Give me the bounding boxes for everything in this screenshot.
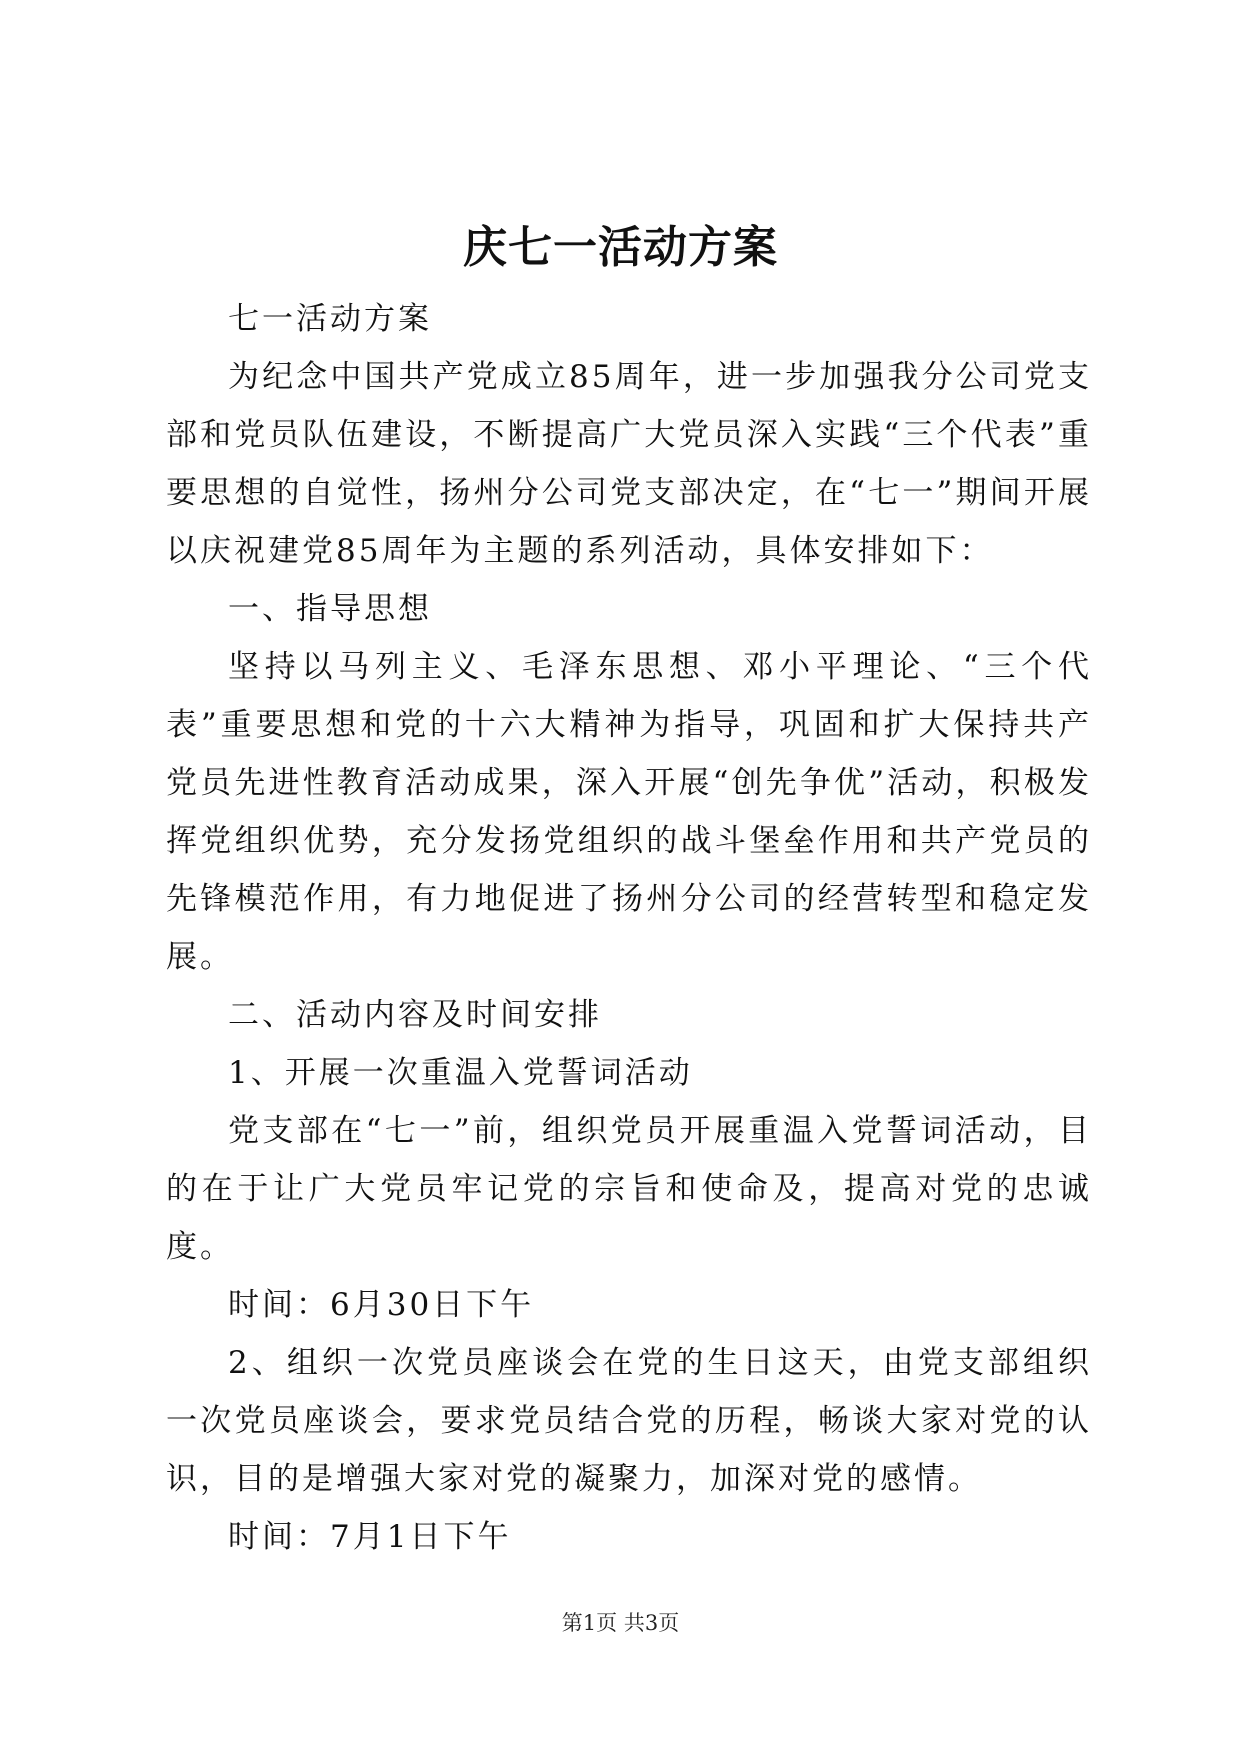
paragraph-intro: 为纪念中国共产党成立85周年，进一步加强我分公司党支部和党员队伍建设，不断提高广大党员深入实践“三个代表”重要思想的自觉性，扬州分公司党支部决定，在“七一”期间开展以庆祝建党85周年为主题的系列活动，具体安排如下： xyxy=(166,359,1092,569)
document-title: 庆七一活动方案 xyxy=(463,222,778,273)
time-symposium: 时间：7月1日下午 xyxy=(228,1519,512,1555)
section-heading-guiding-ideology: 一、指导思想 xyxy=(228,591,432,627)
paragraph-guiding-ideology: 坚持以马列主义、毛泽东思想、邓小平理论、“三个代表”重要思想和党的十六大精神为指导，巩固和扩大保持共产党员先进性教育活动成果，深入开展“创先争优”活动，积极发挥党组织优势，充分发扬党组织的战斗堡垒作用和共产党员的先锋模范作用，有力地促进了扬州分公司的经营转型和稳定发展。 xyxy=(166,649,1092,975)
time-oath: 时间：6月30日下午 xyxy=(228,1287,535,1323)
document-body xyxy=(166,290,1092,1566)
activity-heading-oath: 1、开展一次重温入党誓词活动 xyxy=(228,1055,693,1091)
paragraph-symposium: 2、组织一次党员座谈会在党的生日这天，由党支部组织一次党员座谈会，要求党员结合党的历程，畅谈大家对党的认识，目的是增强大家对党的凝聚力，加深对党的感情。 xyxy=(166,1345,1092,1497)
paragraph-subtitle: 七一活动方案 xyxy=(228,301,432,337)
paragraph-oath: 党支部在“七一”前，组织党员开展重温入党誓词活动，目的在于让广大党员牢记党的宗旨和使命及，提高对党的忠诚度。 xyxy=(166,1113,1092,1265)
section-heading-activities: 二、活动内容及时间安排 xyxy=(228,997,602,1033)
page-number: 第1页 共3页 xyxy=(561,1611,680,1635)
